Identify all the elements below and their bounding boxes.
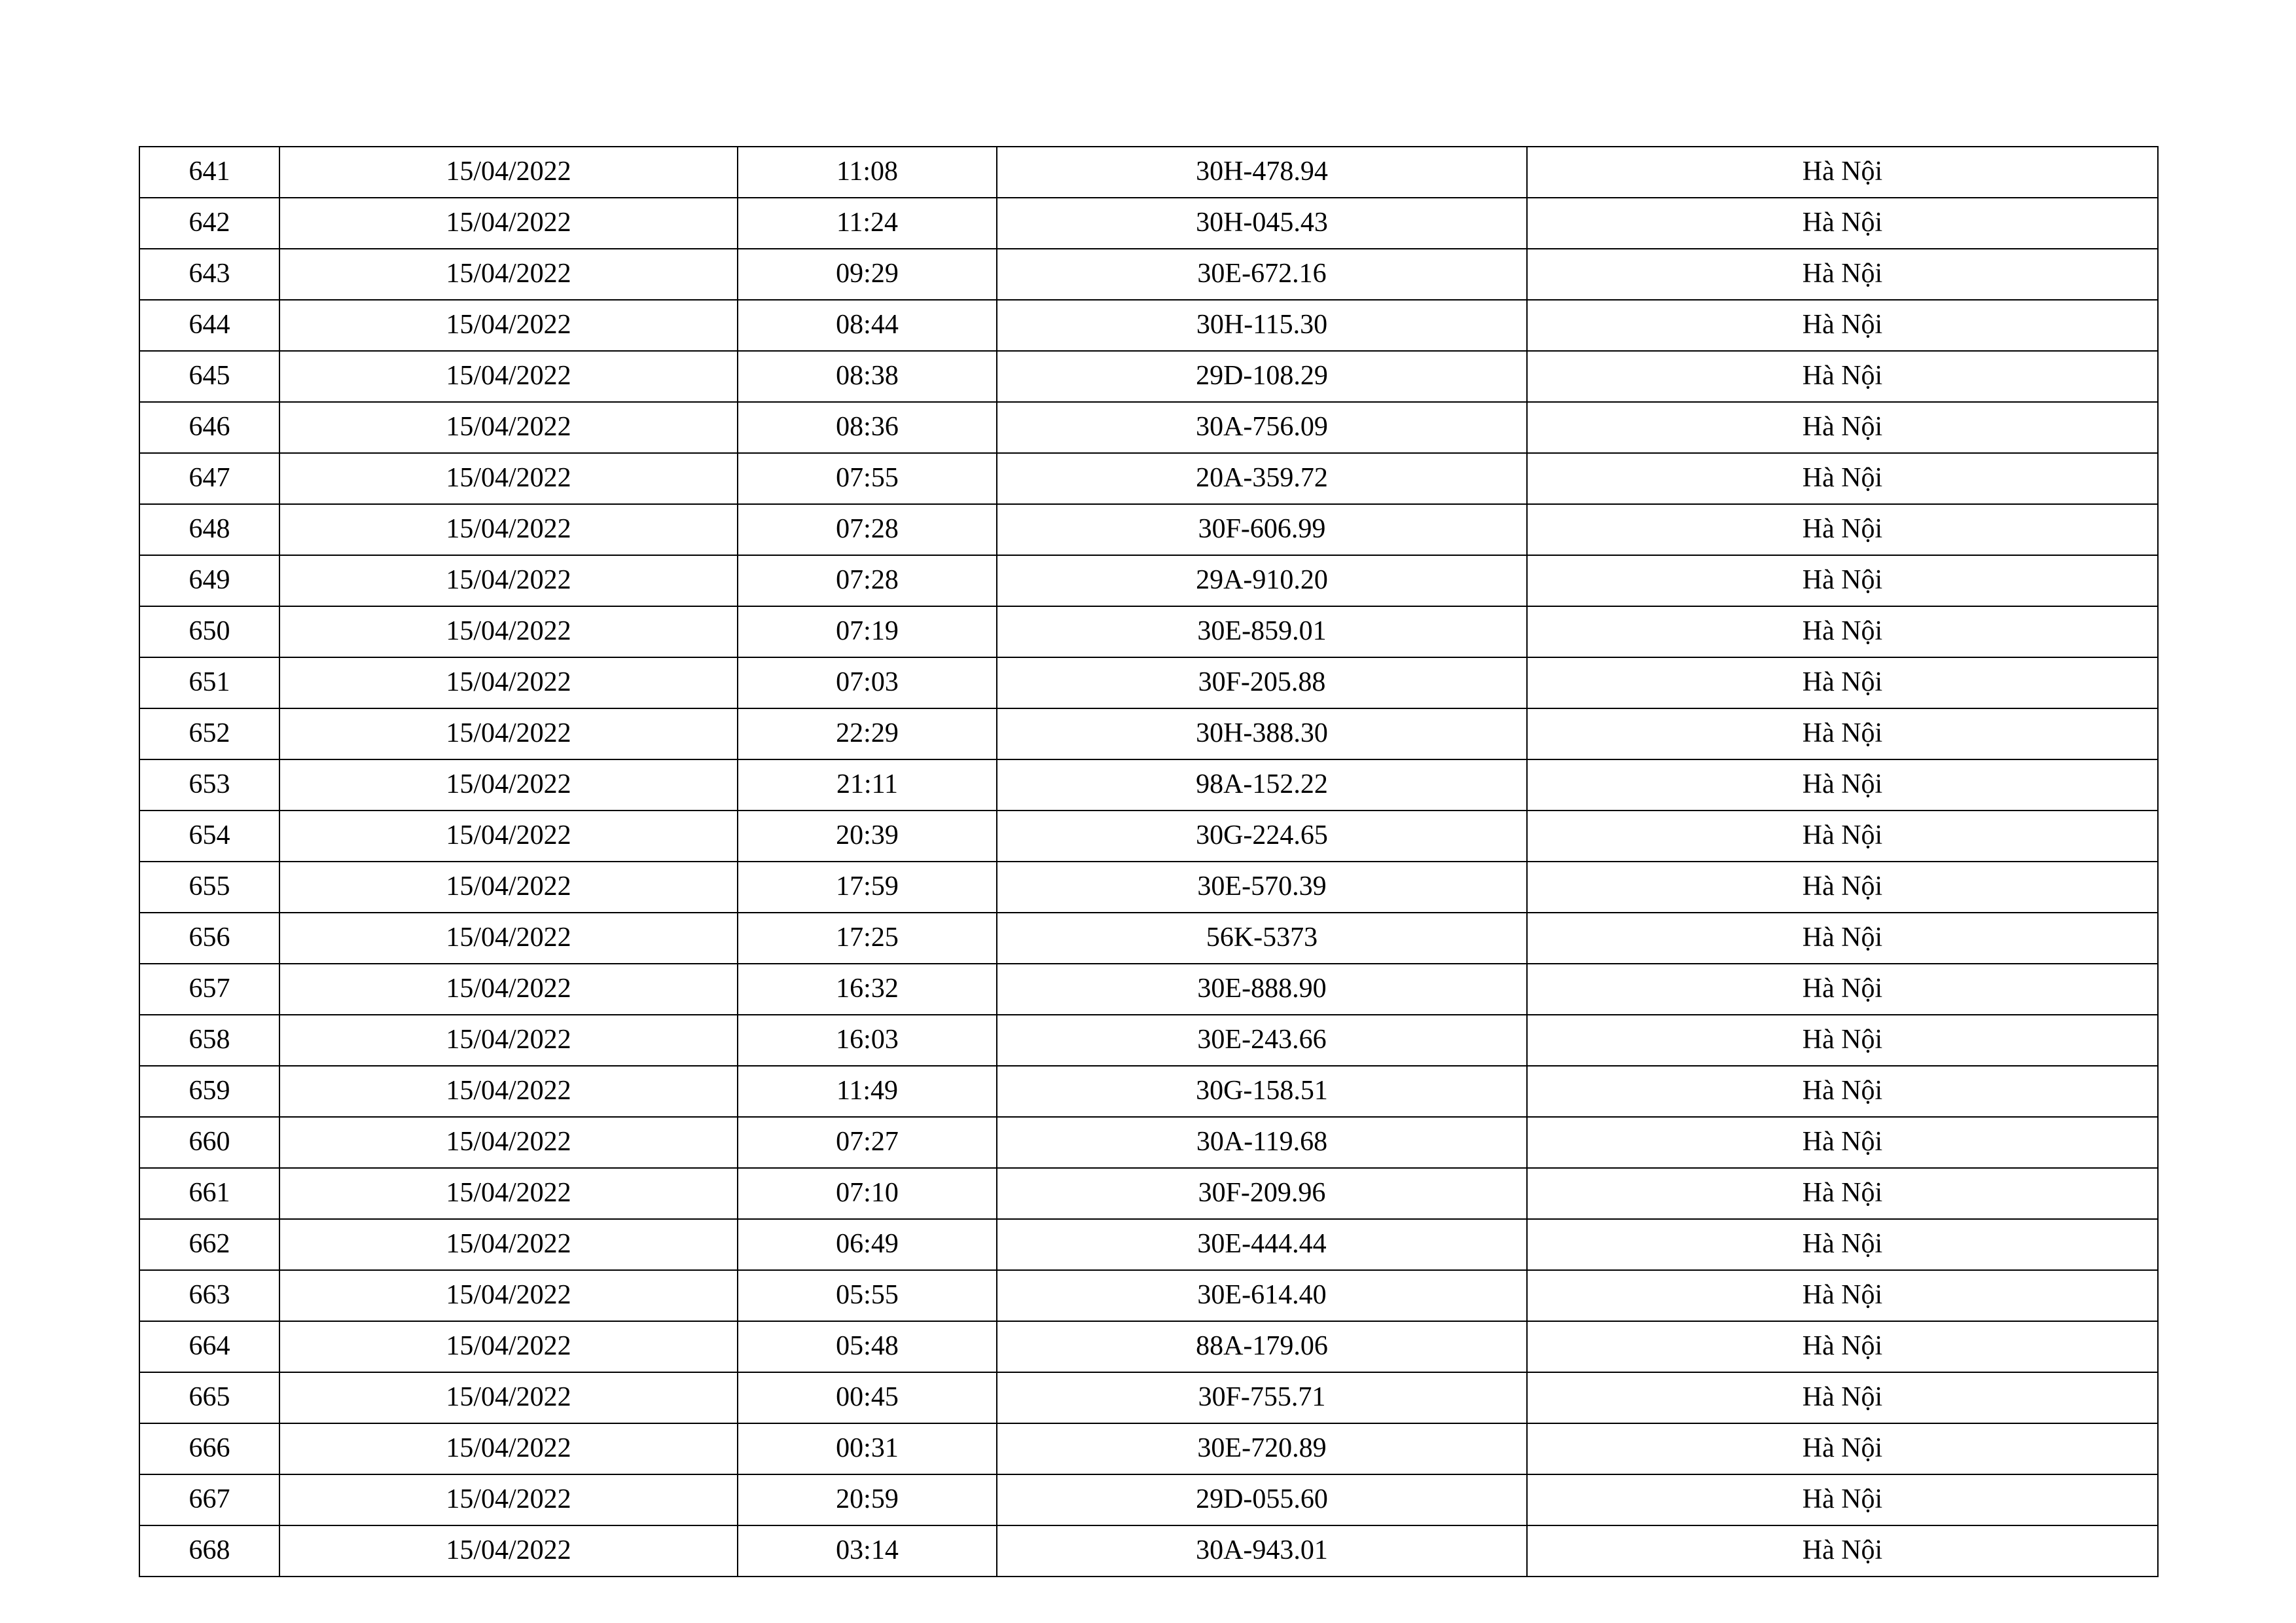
cell-date: 15/04/2022 — [279, 504, 738, 555]
cell-date: 15/04/2022 — [279, 1066, 738, 1117]
cell-date: 15/04/2022 — [279, 1168, 738, 1219]
cell-date: 15/04/2022 — [279, 249, 738, 300]
cell-time: 08:36 — [738, 402, 997, 453]
cell-date: 15/04/2022 — [279, 555, 738, 606]
cell-plate: 88A-179.06 — [997, 1321, 1527, 1372]
table-row — [139, 657, 2158, 708]
cell-plate: 30E-243.66 — [997, 1015, 1527, 1066]
cell-stt: 663 — [139, 1270, 279, 1321]
cell-plate: 29D-108.29 — [997, 351, 1527, 402]
cell-place: Hà Nội — [1527, 249, 2158, 300]
table-row — [139, 1321, 2158, 1372]
cell-plate: 30E-888.90 — [997, 964, 1527, 1015]
cell-time: 11:49 — [738, 1066, 997, 1117]
cell-date: 15/04/2022 — [279, 1117, 738, 1168]
cell-stt: 644 — [139, 300, 279, 351]
cell-time: 07:19 — [738, 606, 997, 657]
cell-place: Hà Nội — [1527, 1168, 2158, 1219]
table-row — [139, 1219, 2158, 1270]
cell-date: 15/04/2022 — [279, 862, 738, 913]
table-row — [139, 1474, 2158, 1525]
cell-stt: 667 — [139, 1474, 279, 1525]
cell-date: 15/04/2022 — [279, 402, 738, 453]
cell-stt: 642 — [139, 198, 279, 249]
records-table-container — [139, 146, 2157, 1577]
cell-stt: 665 — [139, 1372, 279, 1423]
cell-date: 15/04/2022 — [279, 657, 738, 708]
cell-place: Hà Nội — [1527, 964, 2158, 1015]
cell-place: Hà Nội — [1527, 657, 2158, 708]
cell-time: 20:39 — [738, 811, 997, 862]
cell-place: Hà Nội — [1527, 1474, 2158, 1525]
cell-time: 07:10 — [738, 1168, 997, 1219]
cell-plate: 30F-606.99 — [997, 504, 1527, 555]
cell-plate: 30F-755.71 — [997, 1372, 1527, 1423]
cell-place: Hà Nội — [1527, 555, 2158, 606]
cell-place: Hà Nội — [1527, 1321, 2158, 1372]
cell-stt: 645 — [139, 351, 279, 402]
cell-time: 17:59 — [738, 862, 997, 913]
cell-stt: 664 — [139, 1321, 279, 1372]
cell-plate: 30A-119.68 — [997, 1117, 1527, 1168]
cell-date: 15/04/2022 — [279, 759, 738, 811]
cell-plate: 30E-720.89 — [997, 1423, 1527, 1474]
table-row — [139, 249, 2158, 300]
cell-place: Hà Nội — [1527, 913, 2158, 964]
cell-plate: 29D-055.60 — [997, 1474, 1527, 1525]
cell-date: 15/04/2022 — [279, 606, 738, 657]
cell-place: Hà Nội — [1527, 453, 2158, 504]
cell-stt: 641 — [139, 147, 279, 198]
cell-date: 15/04/2022 — [279, 964, 738, 1015]
cell-date: 15/04/2022 — [279, 147, 738, 198]
cell-time: 03:14 — [738, 1525, 997, 1577]
cell-plate: 30G-224.65 — [997, 811, 1527, 862]
cell-stt: 662 — [139, 1219, 279, 1270]
cell-stt: 661 — [139, 1168, 279, 1219]
cell-place: Hà Nội — [1527, 708, 2158, 759]
cell-stt: 659 — [139, 1066, 279, 1117]
cell-time: 16:32 — [738, 964, 997, 1015]
table-row — [139, 147, 2158, 198]
cell-date: 15/04/2022 — [279, 811, 738, 862]
cell-time: 00:45 — [738, 1372, 997, 1423]
cell-plate: 30G-158.51 — [997, 1066, 1527, 1117]
cell-time: 05:55 — [738, 1270, 997, 1321]
cell-date: 15/04/2022 — [279, 1423, 738, 1474]
cell-date: 15/04/2022 — [279, 1525, 738, 1577]
cell-date: 15/04/2022 — [279, 708, 738, 759]
cell-stt: 660 — [139, 1117, 279, 1168]
cell-plate: 98A-152.22 — [997, 759, 1527, 811]
cell-place: Hà Nội — [1527, 1117, 2158, 1168]
cell-place: Hà Nội — [1527, 1219, 2158, 1270]
cell-time: 05:48 — [738, 1321, 997, 1372]
cell-time: 08:44 — [738, 300, 997, 351]
cell-plate: 56K-5373 — [997, 913, 1527, 964]
cell-stt: 658 — [139, 1015, 279, 1066]
cell-stt: 653 — [139, 759, 279, 811]
table-row — [139, 862, 2158, 913]
table-row — [139, 606, 2158, 657]
table-row — [139, 453, 2158, 504]
cell-time: 00:31 — [738, 1423, 997, 1474]
cell-date: 15/04/2022 — [279, 1372, 738, 1423]
cell-place: Hà Nội — [1527, 606, 2158, 657]
cell-stt: 652 — [139, 708, 279, 759]
cell-place: Hà Nội — [1527, 1270, 2158, 1321]
table-row — [139, 198, 2158, 249]
cell-time: 16:03 — [738, 1015, 997, 1066]
cell-time: 11:24 — [738, 198, 997, 249]
cell-time: 22:29 — [738, 708, 997, 759]
table-row — [139, 1525, 2158, 1577]
cell-date: 15/04/2022 — [279, 1219, 738, 1270]
cell-plate: 30A-943.01 — [997, 1525, 1527, 1577]
cell-time: 20:59 — [738, 1474, 997, 1525]
cell-stt: 649 — [139, 555, 279, 606]
cell-place: Hà Nội — [1527, 1066, 2158, 1117]
cell-stt: 648 — [139, 504, 279, 555]
cell-stt: 656 — [139, 913, 279, 964]
cell-time: 11:08 — [738, 147, 997, 198]
records-table — [139, 146, 2159, 1577]
table-row — [139, 1372, 2158, 1423]
cell-place: Hà Nội — [1527, 351, 2158, 402]
cell-time: 08:38 — [738, 351, 997, 402]
cell-stt: 655 — [139, 862, 279, 913]
cell-date: 15/04/2022 — [279, 300, 738, 351]
cell-plate: 30H-115.30 — [997, 300, 1527, 351]
cell-plate: 30E-444.44 — [997, 1219, 1527, 1270]
table-row — [139, 964, 2158, 1015]
cell-time: 07:03 — [738, 657, 997, 708]
cell-date: 15/04/2022 — [279, 453, 738, 504]
cell-time: 17:25 — [738, 913, 997, 964]
cell-stt: 650 — [139, 606, 279, 657]
table-row — [139, 811, 2158, 862]
cell-time: 07:55 — [738, 453, 997, 504]
cell-stt: 657 — [139, 964, 279, 1015]
cell-date: 15/04/2022 — [279, 1474, 738, 1525]
cell-stt: 654 — [139, 811, 279, 862]
cell-place: Hà Nội — [1527, 504, 2158, 555]
cell-stt: 668 — [139, 1525, 279, 1577]
cell-date: 15/04/2022 — [279, 913, 738, 964]
cell-plate: 30E-614.40 — [997, 1270, 1527, 1321]
cell-plate: 30H-045.43 — [997, 198, 1527, 249]
cell-place: Hà Nội — [1527, 759, 2158, 811]
cell-stt: 643 — [139, 249, 279, 300]
table-row — [139, 351, 2158, 402]
cell-place: Hà Nội — [1527, 147, 2158, 198]
cell-plate: 30H-478.94 — [997, 147, 1527, 198]
cell-place: Hà Nội — [1527, 1423, 2158, 1474]
cell-stt: 646 — [139, 402, 279, 453]
table-row — [139, 555, 2158, 606]
table-row — [139, 759, 2158, 811]
cell-place: Hà Nội — [1527, 300, 2158, 351]
table-row — [139, 708, 2158, 759]
table-row — [139, 1117, 2158, 1168]
cell-plate: 30E-570.39 — [997, 862, 1527, 913]
cell-place: Hà Nội — [1527, 811, 2158, 862]
table-row — [139, 1270, 2158, 1321]
table-row — [139, 504, 2158, 555]
cell-place: Hà Nội — [1527, 402, 2158, 453]
records-table-body — [139, 147, 2158, 1577]
cell-stt: 647 — [139, 453, 279, 504]
table-row — [139, 1168, 2158, 1219]
cell-plate: 29A-910.20 — [997, 555, 1527, 606]
cell-date: 15/04/2022 — [279, 198, 738, 249]
table-row — [139, 402, 2158, 453]
cell-plate: 30F-205.88 — [997, 657, 1527, 708]
table-row — [139, 913, 2158, 964]
table-row — [139, 1066, 2158, 1117]
cell-date: 15/04/2022 — [279, 1321, 738, 1372]
cell-stt: 651 — [139, 657, 279, 708]
cell-place: Hà Nội — [1527, 1525, 2158, 1577]
cell-place: Hà Nội — [1527, 1015, 2158, 1066]
cell-plate: 30E-672.16 — [997, 249, 1527, 300]
table-row — [139, 1015, 2158, 1066]
cell-place: Hà Nội — [1527, 198, 2158, 249]
cell-plate: 30A-756.09 — [997, 402, 1527, 453]
cell-plate: 30F-209.96 — [997, 1168, 1527, 1219]
cell-stt: 666 — [139, 1423, 279, 1474]
cell-date: 15/04/2022 — [279, 1015, 738, 1066]
table-row — [139, 1423, 2158, 1474]
cell-date: 15/04/2022 — [279, 351, 738, 402]
cell-plate: 30E-859.01 — [997, 606, 1527, 657]
cell-date: 15/04/2022 — [279, 1270, 738, 1321]
cell-time: 07:27 — [738, 1117, 997, 1168]
cell-time: 21:11 — [738, 759, 997, 811]
cell-place: Hà Nội — [1527, 862, 2158, 913]
cell-time: 06:49 — [738, 1219, 997, 1270]
cell-time: 07:28 — [738, 555, 997, 606]
cell-time: 09:29 — [738, 249, 997, 300]
cell-plate: 30H-388.30 — [997, 708, 1527, 759]
cell-plate: 20A-359.72 — [997, 453, 1527, 504]
cell-place: Hà Nội — [1527, 1372, 2158, 1423]
table-row — [139, 300, 2158, 351]
cell-time: 07:28 — [738, 504, 997, 555]
